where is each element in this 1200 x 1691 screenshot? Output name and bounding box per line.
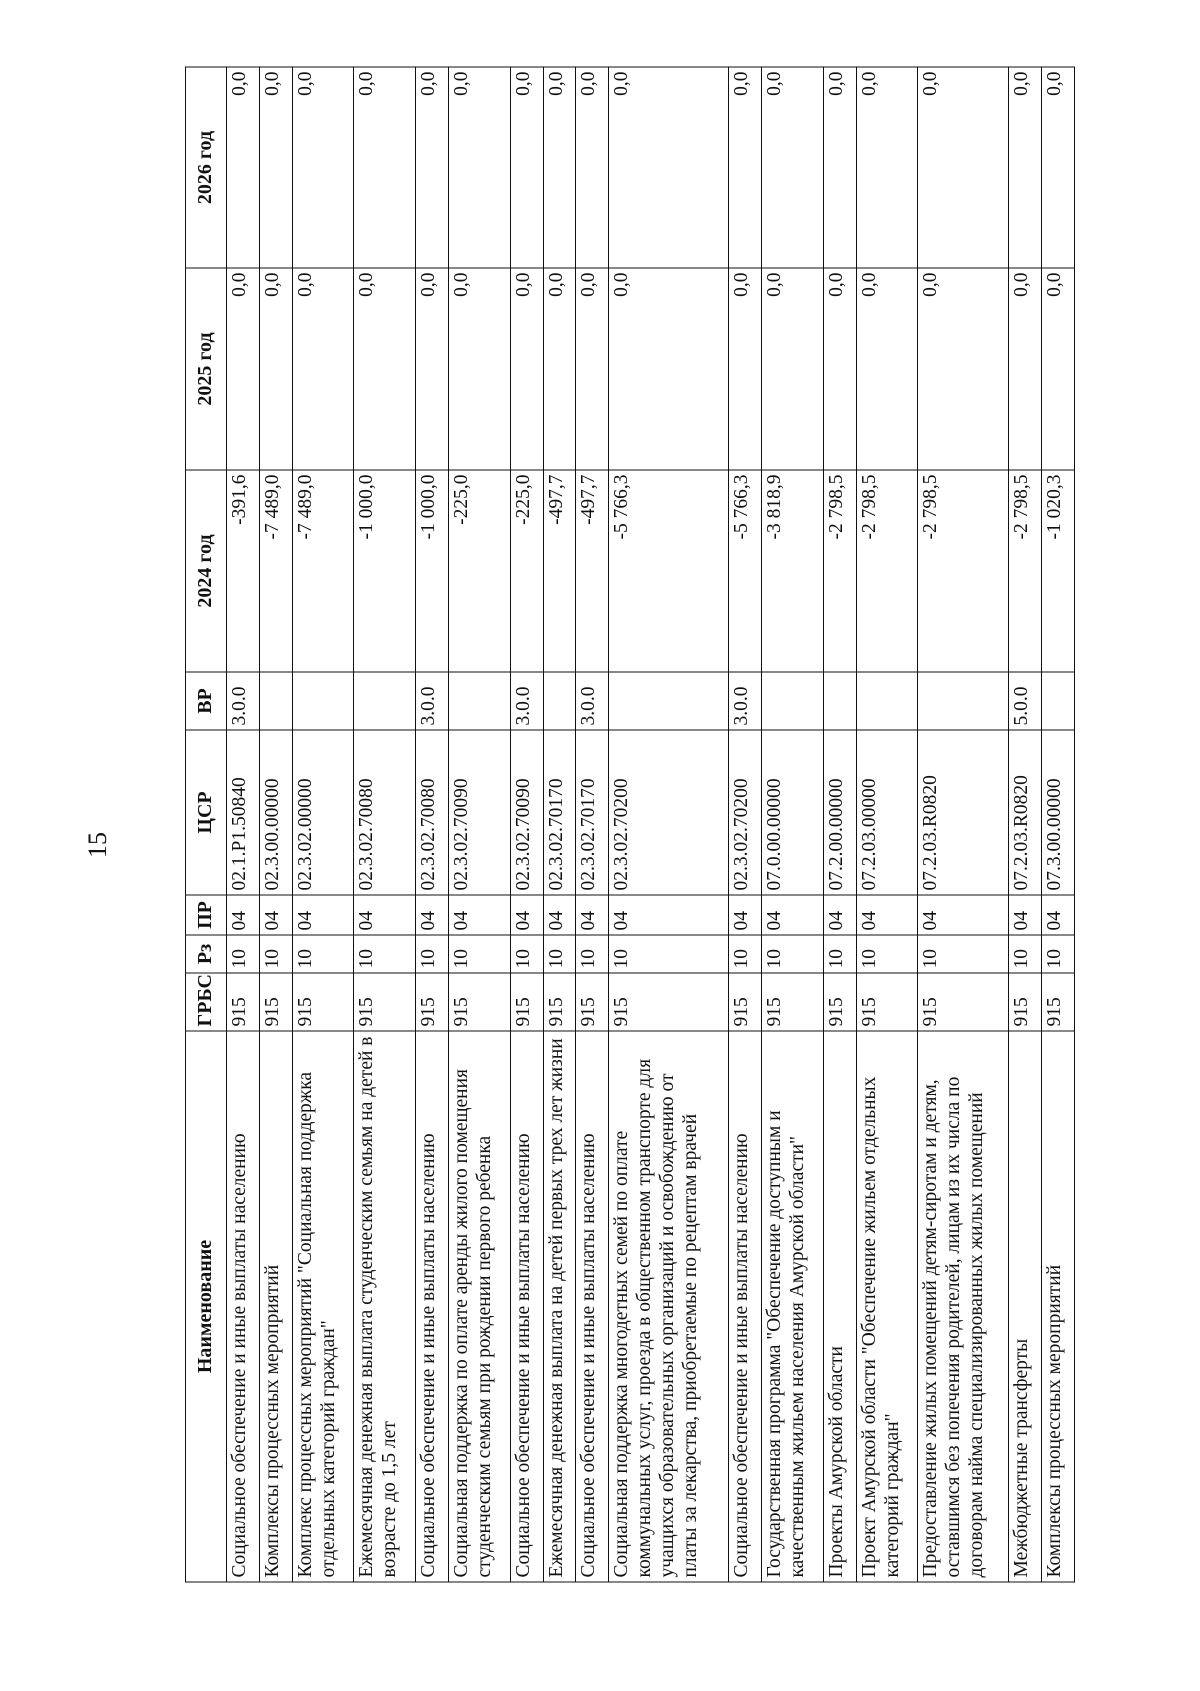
cell-grbs: 915 bbox=[729, 973, 762, 1031]
cell-name: Государственная программа "Обеспечение доступным и качественным жильем населения Амурской области" bbox=[761, 1031, 823, 1582]
cell-csr: 02.3.02.70200 bbox=[609, 730, 729, 895]
cell-2024: -1 000,0 bbox=[416, 470, 449, 672]
header-grbs: ГРБС bbox=[186, 973, 227, 1031]
table-row bbox=[576, 67, 609, 1582]
cell-grbs: 915 bbox=[449, 973, 511, 1031]
cell-rz: 10 bbox=[856, 935, 918, 973]
table-row bbox=[823, 67, 856, 1582]
cell-csr: 02.3.02.70170 bbox=[543, 730, 576, 895]
cell-pr: 04 bbox=[449, 895, 511, 935]
cell-2024: -497,7 bbox=[576, 470, 609, 672]
header-pr: ПР bbox=[186, 895, 227, 935]
cell-2024: -2 798,5 bbox=[856, 470, 918, 672]
cell-csr: 02.3.02.70080 bbox=[354, 730, 416, 895]
cell-vr: 3.0.0 bbox=[227, 672, 260, 730]
cell-2026: 0,0 bbox=[227, 67, 260, 268]
cell-2024: -2 798,5 bbox=[1009, 470, 1042, 672]
cell-rz: 10 bbox=[609, 935, 729, 973]
cell-grbs: 915 bbox=[292, 973, 354, 1031]
header-2026: 2026 год bbox=[186, 67, 227, 268]
cell-vr bbox=[292, 672, 354, 730]
cell-rz: 10 bbox=[576, 935, 609, 973]
table-row bbox=[449, 67, 511, 1582]
cell-2025: 0,0 bbox=[576, 268, 609, 470]
table-row bbox=[416, 67, 449, 1582]
budget-table bbox=[185, 67, 1075, 1583]
header-name: Наименование bbox=[186, 1031, 227, 1582]
cell-vr bbox=[761, 672, 823, 730]
cell-2025: 0,0 bbox=[354, 268, 416, 470]
cell-vr bbox=[918, 672, 1009, 730]
cell-2025: 0,0 bbox=[1009, 268, 1042, 470]
cell-rz: 10 bbox=[918, 935, 1009, 973]
cell-name: Проект Амурской области "Обеспечение жильем отдельных категорий граждан" bbox=[856, 1031, 918, 1582]
page-number: 15 bbox=[83, 832, 112, 858]
cell-csr: 07.2.03.R0820 bbox=[1009, 730, 1042, 895]
header-vr: ВР bbox=[186, 672, 227, 730]
cell-pr: 04 bbox=[761, 895, 823, 935]
cell-pr: 04 bbox=[292, 895, 354, 935]
cell-2026: 0,0 bbox=[576, 67, 609, 268]
table-row bbox=[1009, 67, 1042, 1582]
cell-2025: 0,0 bbox=[510, 268, 543, 470]
cell-rz: 10 bbox=[416, 935, 449, 973]
cell-rz: 10 bbox=[1042, 935, 1075, 973]
cell-csr: 02.3.02.70080 bbox=[416, 730, 449, 895]
cell-grbs: 915 bbox=[510, 973, 543, 1031]
cell-pr: 04 bbox=[259, 895, 292, 935]
cell-csr: 02.3.02.70090 bbox=[510, 730, 543, 895]
cell-vr bbox=[856, 672, 918, 730]
cell-2025: 0,0 bbox=[292, 268, 354, 470]
cell-grbs: 915 bbox=[354, 973, 416, 1031]
cell-2026: 0,0 bbox=[510, 67, 543, 268]
cell-csr: 07.0.00.00000 bbox=[761, 730, 823, 895]
cell-pr: 04 bbox=[856, 895, 918, 935]
cell-2026: 0,0 bbox=[729, 67, 762, 268]
cell-rz: 10 bbox=[292, 935, 354, 973]
cell-pr: 04 bbox=[227, 895, 260, 935]
cell-2024: -7 489,0 bbox=[292, 470, 354, 672]
cell-2025: 0,0 bbox=[1042, 268, 1075, 470]
cell-csr: 02.3.02.00000 bbox=[292, 730, 354, 895]
cell-grbs: 915 bbox=[856, 973, 918, 1031]
cell-vr bbox=[259, 672, 292, 730]
table-body bbox=[227, 67, 1075, 1582]
cell-csr: 02.3.02.70090 bbox=[449, 730, 511, 895]
table-header-row bbox=[186, 67, 227, 1582]
cell-name: Социальная поддержка многодетных семей по оплате коммунальных услуг, проезда в общественном транспорте для учащихся образовательных организаций и освобождению от платы за лекарства, приобретаемые по рецептам врачей bbox=[609, 1031, 729, 1582]
cell-grbs: 915 bbox=[823, 973, 856, 1031]
cell-name: Ежемесячная денежная выплата студенческим семьям на детей в возрасте до 1,5 лет bbox=[354, 1031, 416, 1582]
cell-grbs: 915 bbox=[1009, 973, 1042, 1031]
table-row bbox=[259, 67, 292, 1582]
cell-2025: 0,0 bbox=[609, 268, 729, 470]
cell-pr: 04 bbox=[510, 895, 543, 935]
table-row bbox=[609, 67, 729, 1582]
cell-name: Проекты Амурской области bbox=[823, 1031, 856, 1582]
cell-2024: -391,6 bbox=[227, 470, 260, 672]
cell-grbs: 915 bbox=[1042, 973, 1075, 1031]
cell-csr: 07.2.00.00000 bbox=[823, 730, 856, 895]
cell-name: Социальное обеспечение и иные выплаты населению bbox=[729, 1031, 762, 1582]
cell-grbs: 915 bbox=[918, 973, 1009, 1031]
cell-vr: 5.0.0 bbox=[1009, 672, 1042, 730]
cell-2024: -5 766,3 bbox=[609, 470, 729, 672]
cell-name: Социальная поддержка по оплате аренды жилого помещения студенческим семьям при рождении первого ребенка bbox=[449, 1031, 511, 1582]
cell-2026: 0,0 bbox=[856, 67, 918, 268]
cell-grbs: 915 bbox=[761, 973, 823, 1031]
cell-2024: -225,0 bbox=[510, 470, 543, 672]
cell-2026: 0,0 bbox=[823, 67, 856, 268]
header-rz: Рз bbox=[186, 935, 227, 973]
cell-vr bbox=[449, 672, 511, 730]
cell-2026: 0,0 bbox=[292, 67, 354, 268]
cell-vr bbox=[354, 672, 416, 730]
rotated-table-wrapper bbox=[185, 68, 1075, 1583]
cell-vr: 3.0.0 bbox=[416, 672, 449, 730]
cell-rz: 10 bbox=[449, 935, 511, 973]
cell-grbs: 915 bbox=[543, 973, 576, 1031]
table-row bbox=[292, 67, 354, 1582]
cell-grbs: 915 bbox=[609, 973, 729, 1031]
cell-2025: 0,0 bbox=[416, 268, 449, 470]
cell-2026: 0,0 bbox=[918, 67, 1009, 268]
cell-csr: 02.3.02.70170 bbox=[576, 730, 609, 895]
cell-rz: 10 bbox=[823, 935, 856, 973]
cell-csr: 02.3.00.00000 bbox=[259, 730, 292, 895]
cell-vr: 3.0.0 bbox=[729, 672, 762, 730]
table-row bbox=[729, 67, 762, 1582]
cell-2024: -497,7 bbox=[543, 470, 576, 672]
cell-2024: -2 798,5 bbox=[823, 470, 856, 672]
cell-vr bbox=[1042, 672, 1075, 730]
cell-2026: 0,0 bbox=[761, 67, 823, 268]
cell-grbs: 915 bbox=[227, 973, 260, 1031]
header-2025: 2025 год bbox=[186, 268, 227, 470]
cell-pr: 04 bbox=[729, 895, 762, 935]
cell-rz: 10 bbox=[227, 935, 260, 973]
table-row bbox=[354, 67, 416, 1582]
cell-2025: 0,0 bbox=[918, 268, 1009, 470]
cell-2024: -3 818,9 bbox=[761, 470, 823, 672]
cell-name: Предоставление жилых помещений детям-сиротам и детям, оставшимся без попечения родителей, лицам из их числа по договорам найма специализированных жилых помещений bbox=[918, 1031, 1009, 1582]
cell-2026: 0,0 bbox=[1009, 67, 1042, 268]
cell-2024: -2 798,5 bbox=[918, 470, 1009, 672]
cell-rz: 10 bbox=[259, 935, 292, 973]
cell-2025: 0,0 bbox=[449, 268, 511, 470]
cell-grbs: 915 bbox=[259, 973, 292, 1031]
cell-rz: 10 bbox=[354, 935, 416, 973]
header-csr: ЦСР bbox=[186, 730, 227, 895]
table-row bbox=[1042, 67, 1075, 1582]
table-row bbox=[856, 67, 918, 1582]
cell-pr: 04 bbox=[918, 895, 1009, 935]
cell-name: Комплекс процессных мероприятий "Социальная поддержка отдельных категорий граждан" bbox=[292, 1031, 354, 1582]
cell-vr: 3.0.0 bbox=[510, 672, 543, 730]
cell-name: Ежемесячная денежная выплата на детей первых трех лет жизни bbox=[543, 1031, 576, 1582]
cell-name: Комплексы процессных мероприятий bbox=[1042, 1031, 1075, 1582]
cell-csr: 02.3.02.70200 bbox=[729, 730, 762, 895]
cell-2026: 0,0 bbox=[354, 67, 416, 268]
cell-name: Социальное обеспечение и иные выплаты населению bbox=[416, 1031, 449, 1582]
cell-2025: 0,0 bbox=[823, 268, 856, 470]
cell-2026: 0,0 bbox=[449, 67, 511, 268]
cell-2025: 0,0 bbox=[259, 268, 292, 470]
cell-vr bbox=[823, 672, 856, 730]
cell-pr: 04 bbox=[609, 895, 729, 935]
cell-name: Социальное обеспечение и иные выплаты населению bbox=[227, 1031, 260, 1582]
cell-2024: -1 020,3 bbox=[1042, 470, 1075, 672]
table-row bbox=[510, 67, 543, 1582]
cell-2026: 0,0 bbox=[609, 67, 729, 268]
header-2024: 2024 год bbox=[186, 470, 227, 672]
table-row bbox=[918, 67, 1009, 1582]
cell-rz: 10 bbox=[543, 935, 576, 973]
cell-name: Межбюджетные трансферты bbox=[1009, 1031, 1042, 1582]
cell-pr: 04 bbox=[1009, 895, 1042, 935]
cell-2026: 0,0 bbox=[1042, 67, 1075, 268]
cell-pr: 04 bbox=[416, 895, 449, 935]
cell-pr: 04 bbox=[823, 895, 856, 935]
cell-pr: 04 bbox=[576, 895, 609, 935]
cell-csr: 07.2.03.00000 bbox=[856, 730, 918, 895]
table-row bbox=[227, 67, 260, 1582]
cell-2025: 0,0 bbox=[729, 268, 762, 470]
cell-pr: 04 bbox=[354, 895, 416, 935]
cell-rz: 10 bbox=[510, 935, 543, 973]
cell-grbs: 915 bbox=[576, 973, 609, 1031]
cell-2026: 0,0 bbox=[543, 67, 576, 268]
cell-2025: 0,0 bbox=[227, 268, 260, 470]
table-row bbox=[761, 67, 823, 1582]
cell-vr: 3.0.0 bbox=[576, 672, 609, 730]
cell-2025: 0,0 bbox=[856, 268, 918, 470]
cell-2025: 0,0 bbox=[543, 268, 576, 470]
cell-vr bbox=[543, 672, 576, 730]
cell-2025: 0,0 bbox=[761, 268, 823, 470]
cell-2024: -5 766,3 bbox=[729, 470, 762, 672]
cell-2026: 0,0 bbox=[416, 67, 449, 268]
cell-csr: 07.3.00.00000 bbox=[1042, 730, 1075, 895]
cell-csr: 07.2.03.R0820 bbox=[918, 730, 1009, 895]
cell-2024: -225,0 bbox=[449, 470, 511, 672]
cell-name: Социальное обеспечение и иные выплаты населению bbox=[576, 1031, 609, 1582]
cell-pr: 04 bbox=[543, 895, 576, 935]
cell-name: Комплексы процессных мероприятий bbox=[259, 1031, 292, 1582]
cell-2026: 0,0 bbox=[259, 67, 292, 268]
cell-vr bbox=[609, 672, 729, 730]
cell-grbs: 915 bbox=[416, 973, 449, 1031]
table-row bbox=[543, 67, 576, 1582]
cell-rz: 10 bbox=[761, 935, 823, 973]
cell-rz: 10 bbox=[729, 935, 762, 973]
cell-rz: 10 bbox=[1009, 935, 1042, 973]
cell-2024: -7 489,0 bbox=[259, 470, 292, 672]
cell-pr: 04 bbox=[1042, 895, 1075, 935]
cell-csr: 02.1.P1.50840 bbox=[227, 730, 260, 895]
cell-2024: -1 000,0 bbox=[354, 470, 416, 672]
cell-name: Социальное обеспечение и иные выплаты населению bbox=[510, 1031, 543, 1582]
